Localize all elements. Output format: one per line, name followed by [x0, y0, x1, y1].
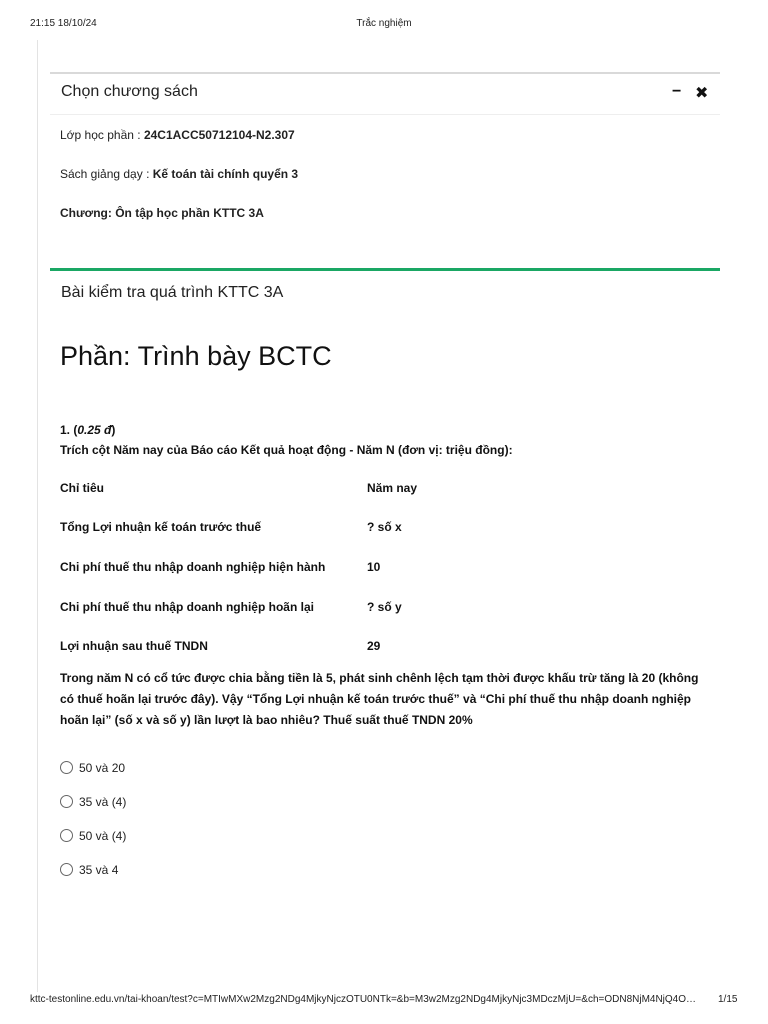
table-cell-value: Năm nay [367, 481, 418, 495]
table-cell-value: 10 [367, 560, 381, 574]
print-url: kttc-testonline.edu.vn/tai-khoan/test?c=MTIwMXw2Mzg2NDg4MjkyNjczOTU0NTk=&b=M3w2Mzg2NDg4MjkyNjc3MDczMjU=&ch=ODN8NjM4NjQ4O… [30, 994, 697, 1005]
class-info [60, 128, 295, 142]
chapter-select-panel [50, 72, 720, 244]
table-cell-value: 29 [367, 639, 381, 653]
table-cell-label: Chi phí thuế thu nhập doanh nghiệp hiện hành [60, 560, 326, 574]
question-number-close: ) [111, 423, 116, 437]
radio-button[interactable] [60, 761, 73, 774]
print-footer [0, 994, 768, 1008]
close-icon[interactable]: ✖ [695, 85, 709, 102]
table-cell-label: Tổng Lợi nhuận kế toán trước thuế [60, 520, 262, 534]
table-cell-label: Chi phí thuế thu nhập doanh nghiệp hoãn lại [60, 600, 314, 614]
question-number [60, 423, 115, 437]
question-intro: Trích cột Năm nay của Báo cáo Kết quả hoạt động - Năm N (đơn vị: triệu đồng): [60, 443, 513, 457]
chapter-text: Chương: Ôn tập học phần KTTC 3A [60, 206, 264, 220]
option-label: 35 và 4 [79, 863, 119, 877]
radio-button[interactable] [60, 863, 73, 876]
minimize-button[interactable]: − [672, 83, 682, 100]
option-label: 50 và 20 [79, 761, 126, 775]
quiz-panel [50, 268, 720, 971]
question-number-text: 1. ( [60, 423, 78, 437]
radio-button[interactable] [60, 829, 73, 842]
chapter-panel-header [50, 74, 720, 115]
part-title: Phần: Trình bày BCTC [60, 341, 332, 371]
table-cell-value: ? số y [367, 600, 402, 614]
table-cell-label: Lợi nhuận sau thuế TNDN [60, 639, 208, 653]
class-value: 24C1ACC50712104-N2.307 [143, 128, 295, 142]
print-page-title: Trắc nghiệm [356, 18, 412, 29]
radio-button[interactable] [60, 795, 73, 808]
question-paragraph: Trong năm N có cổ tức được chia bằng tiền là 5, phát sinh chênh lệch tạm thời được khấu trừ tăng là 20 (không có thuế hoãn lại trước đây). Vậy “Tổng Lợi nhuận kế toán trước thuế” và “Chi phí thuế thu nhập doanh nghiệp hoãn lại” (số x và số y) lần lượt là bao nhiêu? Thuế suất thuế TNDN 20% [60, 671, 699, 727]
quiz-title: Bài kiểm tra quá trình KTTC 3A [61, 284, 284, 301]
option-label: 35 và (4) [79, 795, 127, 809]
option-label: 50 và (4) [79, 829, 127, 843]
class-label: Lớp học phần : [60, 128, 144, 142]
question-points: 0.25 đ [77, 423, 112, 437]
chapter-panel-title: Chọn chương sách [61, 83, 198, 100]
page-number: 1/15 [718, 994, 738, 1005]
page-left-border [37, 40, 38, 992]
book-label: Sách giảng dạy : [60, 167, 153, 181]
print-datetime: 21:15 18/10/24 [30, 18, 97, 29]
chapter-info [60, 206, 264, 220]
book-value: Kế toán tài chính quyển 3 [152, 167, 299, 181]
book-info [60, 167, 298, 181]
table-cell-value: ? số x [367, 520, 402, 534]
table-cell-label: Chỉ tiêu [60, 481, 104, 495]
print-header [0, 18, 768, 34]
